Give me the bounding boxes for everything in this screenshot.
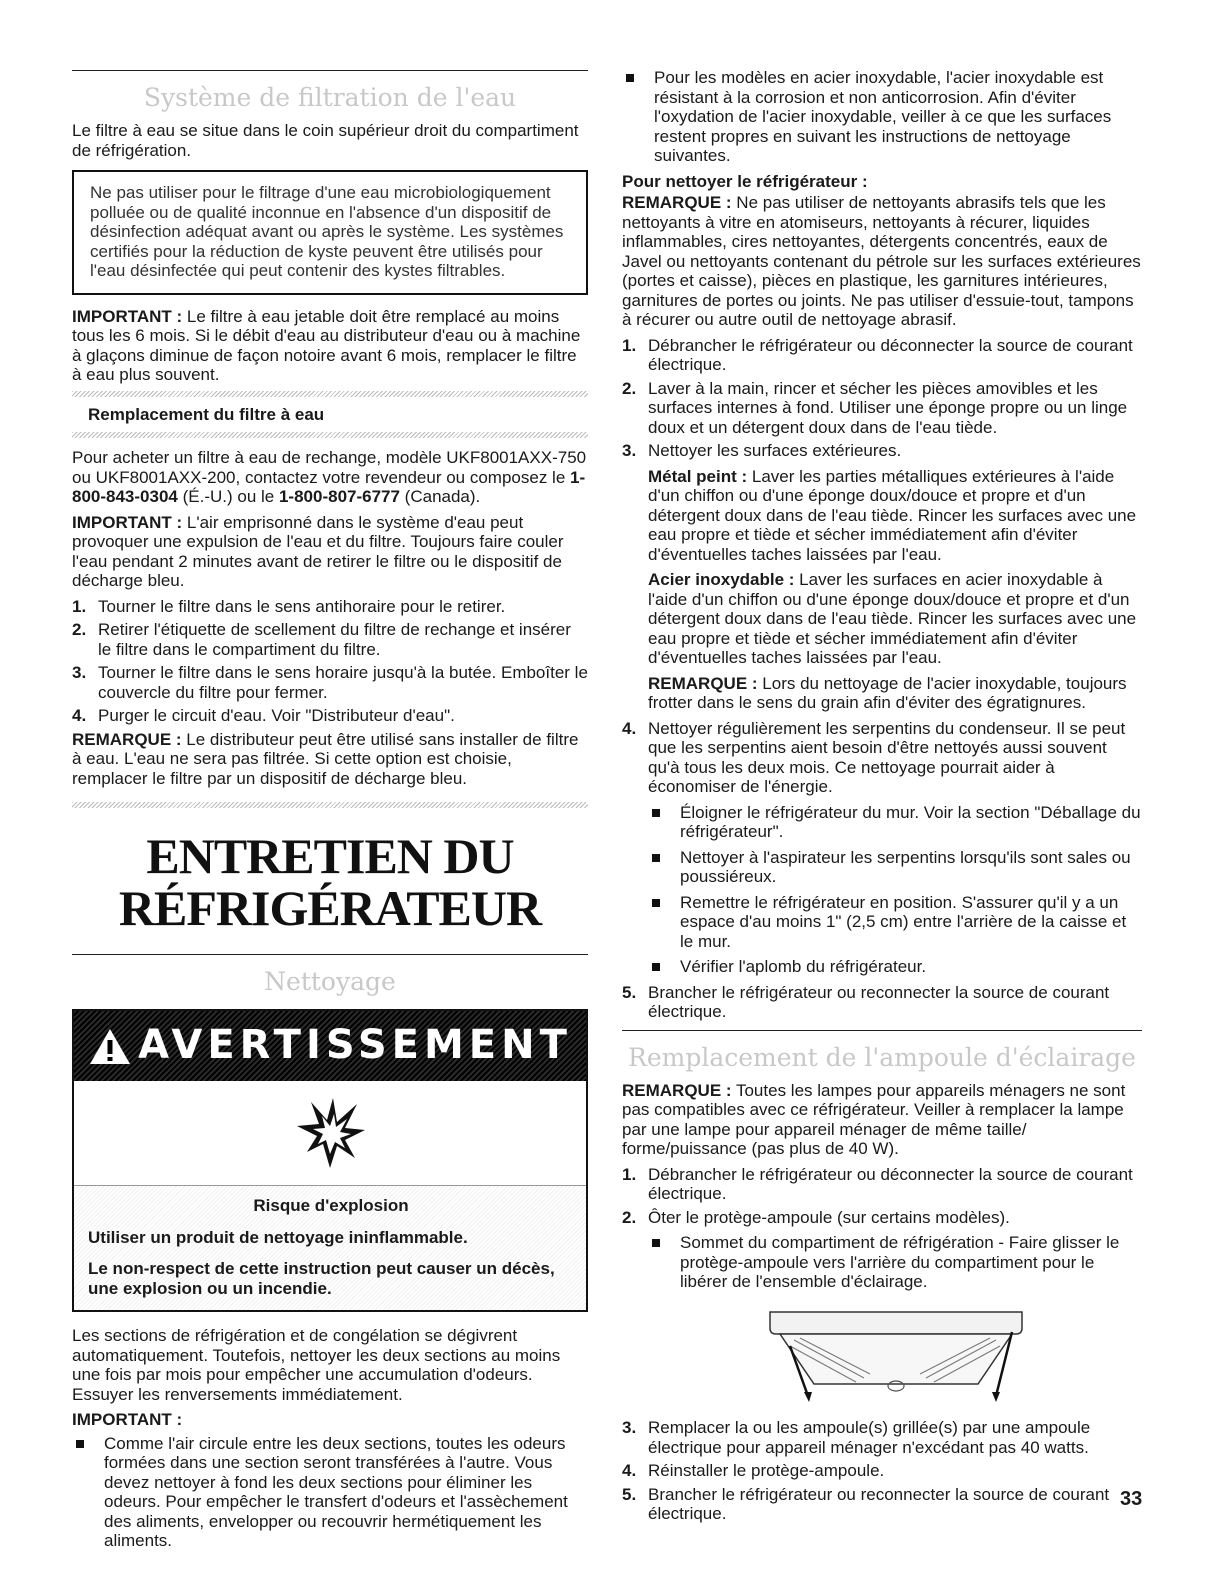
- warning-line-2: Le non-respect de cette instruction peut causer un décès, une explosion ou un incendie.: [88, 1259, 555, 1298]
- section-rule: [72, 954, 588, 955]
- list-item: 3. Nettoyer les surfaces extérieures. Métal peint : Laver les parties métalliques extérieures à l'aide d'un chiffon ou d'une éponge doux/douce et propre et d'un détergent doux dans de l'eau tiède. Rincer les surfaces avec une eau propre et tiède et sécher immédiatement afin d'éviter d'éventuelles taches laissées par l'eau. Acier inoxydable : Laver les surfaces en acier inoxydable à l'aide d'un chiffon ou d'une éponge doux/douce et propre et d'un détergent doux dans de l'eau tiède. Rincer les surfaces avec une eau propre et tiède et sécher immédiatement afin d'éviter d'éventuelles taches laissées par l'eau. REMARQUE : Lors du nettoyage de l'acier inoxydable, toujours frotter dans le sens du grain afin d'éviter des égratignures.: [622, 441, 1142, 713]
- section-title-filtration: Système de filtration de l'eau: [143, 83, 517, 112]
- explosion-icon: [293, 1096, 367, 1170]
- list-item: Nettoyer à l'aspirateur les serpentins lorsqu'ils sont sales ou poussiéreux.: [648, 848, 1142, 887]
- list-item: Remettre le réfrigérateur en position. S'assurer qu'il y a un espace d'au moins 1" (2,5 cm) entre l'arrière de la caisse et le mur.: [648, 893, 1142, 952]
- light-shield-icon: [760, 1304, 1030, 1404]
- stainless-bullet-list: [622, 68, 1142, 166]
- bullet-square-icon: [652, 963, 660, 971]
- bullet-square-icon: [626, 74, 634, 82]
- warning-panel: [72, 1009, 588, 1312]
- hatch-divider: [72, 802, 588, 808]
- bulb-bullet-list: [648, 1233, 1142, 1292]
- chapter-title: ENTRETIEN DU RÉFRIGÉRATEUR: [118, 828, 542, 936]
- warning-icon-area: [74, 1081, 586, 1186]
- warning-triangle-icon: [88, 1026, 132, 1066]
- remarque-paragraph: REMARQUE : Le distributeur peut être utilisé sans installer de filtre à eau. L'eau ne sera pas filtrée. Si cette option est choisie, remplacer le filtre par un dispositif de décharge bleu.: [72, 729, 579, 788]
- odors-bullet-list: [72, 1434, 588, 1551]
- list-item: 3. Tourner le filtre dans le sens horaire jusqu'à la butée. Emboîter le couvercle du filtre pour fermer.: [72, 663, 588, 702]
- light-shield-illustration: [760, 1304, 1142, 1409]
- clean-heading: Pour nettoyer le réfrigérateur :: [622, 171, 868, 191]
- warning-header: AVERTISSEMENT: [74, 1011, 586, 1081]
- list-item: 1. Tourner le filtre dans le sens antihoraire pour le retirer.: [72, 596, 506, 616]
- filter-warning-box: [72, 170, 588, 295]
- section-rule: [622, 1030, 1142, 1031]
- list-item: 1. Débrancher le réfrigérateur ou déconnecter la source de courant électrique.: [622, 1164, 1133, 1203]
- right-column: [622, 68, 1142, 1528]
- list-item: 4. Purger le circuit d'eau. Voir "Distributeur d'eau".: [72, 706, 455, 725]
- list-item: 2. Retirer l'étiquette de scellement du filtre de rechange et insérer le filtre dans le compartiment du filtre.: [72, 620, 571, 659]
- bullet-square-icon: [652, 899, 660, 907]
- cleaning-steps-list: [622, 336, 1142, 1022]
- subhead-replacement: [72, 391, 588, 439]
- hatch-divider: [72, 432, 588, 438]
- list-item: 1. Débrancher le réfrigérateur ou déconnecter la source de courant électrique.: [622, 335, 1133, 374]
- filter-warning-text: Ne pas utiliser pour le filtrage d'une eau microbiologiquement polluée ou de qualité inconnue en l'absence d'un dispositif de désinfection adéquat avant ou après le système. Les systèmes certifiés pour la réduction de kyste peuvent être utilisés pour l'eau désinfectée qui peut contenir des kystes filtrables.: [90, 183, 564, 280]
- metal-paint-paragraph: Métal peint : Laver les parties métalliques extérieures à l'aide d'un chiffon ou d'une éponge doux/douce et propre et d'un détergent doux dans de l'eau tiède. Rincer les surfaces avec une eau propre et tiède et sécher immédiatement afin d'éviter d'éventuelles taches laissées par l'eau.: [648, 466, 1137, 564]
- remarque-paragraph-3: REMARQUE : Toutes les lampes pour appareils ménagers ne sont pas compatibles avec ce réfrigérateur. Veiller à remplacer la lampe par une lampe pour appareil ménager de même taille/ forme/puissance (pas plus de 40 W).: [622, 1080, 1126, 1158]
- list-item: 5. Brancher le réfrigérateur ou reconnecter la source de courant électrique.: [622, 982, 1110, 1021]
- bullet-square-icon: [652, 1239, 660, 1247]
- list-item: Sommet du compartiment de réfrigération - Faire glisser le protège-ampoule vers l'arrière du compartiment pour le libérer de l'ensemble d'éclairage.: [648, 1233, 1142, 1292]
- bullet-square-icon: [652, 854, 660, 862]
- buy-filter-paragraph: Pour acheter un filtre à eau de rechange, modèle UKF8001AXX-750 ou UKF8001AXX-200, contactez votre revendeur ou composez le 1-800-843-0304 (É.-U.) ou le 1-800-807-6777 (Canada).: [72, 448, 587, 506]
- list-item: Vérifier l'aplomb du réfrigérateur.: [648, 957, 1142, 977]
- bulb-steps-list: [622, 1165, 1142, 1524]
- warning-title: Risque d'explosion: [253, 1196, 409, 1215]
- important-paragraph-1: IMPORTANT : Le filtre à eau jetable doit être remplacé au moins tous les 6 mois. Si le débit d'eau au distributeur d'eau ou à machine à glaçons diminue de façon notoire avant 6 mois, remplacer le filtre à eau plus souvent.: [72, 306, 581, 384]
- warning-line-1: Utiliser un produit de nettoyage ininflammable.: [88, 1227, 468, 1247]
- section-rule: [72, 70, 588, 71]
- list-item: 4. Nettoyer régulièrement les serpentins du condenseur. Il se peut que les serpentins aient besoin d'être nettoyés aussi souvent qu'à tous les deux mois. Ce nettoyage pourrait aider à économiser de l'énergie. Éloigner le réfrigérateur du mur. Voir la section "Déballage du réfrigérateur". Nettoyer à l'aspirateur les serpentins lorsqu'ils sont sales ou poussiéreux. Remettre le réfrigérateur en position. S'assurer qu'il y a un espace d'au moins 1" (2,5 cm) entre l'arrière de la caisse et le mur. Vérifier l'aplomb du réfrigérateur.: [622, 718, 1141, 976]
- warning-text-area: [74, 1186, 586, 1310]
- list-item: Éloigner le réfrigérateur du mur. Voir la section "Déballage du réfrigérateur".: [648, 803, 1142, 842]
- filter-steps-list: [72, 597, 588, 726]
- list-item: 2. Laver à la main, rincer et sécher les pièces amovibles et les surfaces internes à fond. Utiliser une éponge propre ou un linge doux et un détergent doux dans de l'eau tiède.: [622, 378, 1128, 437]
- important-label-3: IMPORTANT :: [72, 1410, 183, 1429]
- section-title-bulb: Remplacement de l'ampoule d'éclairage: [628, 1042, 1136, 1072]
- list-item: 3. Remplacer la ou les ampoule(s) grillée(s) par une ampoule électrique pour appareil ménager n'excédant pas 40 watts.: [622, 1418, 1091, 1457]
- remarque-paragraph-1: REMARQUE : Ne pas utiliser de nettoyants abrasifs tels que les nettoyants à vitre en atomiseurs, nettoyants à récurer, liquides inflammables, cires nettoyantes, détergents concentrés, eaux de Javel ou nettoyants contenant du pétrole sur les surfaces extérieures (portes et caisse), pièces en plastique, les garnitures intérieures, garnitures de portes ou joints. Ne pas utiliser d'essuie-tout, tampons à récurer ou autre outil de nettoyage abrasif.: [622, 193, 1141, 329]
- page-number: 33: [1120, 1488, 1143, 1510]
- list-item: 4. Réinstaller le protège-ampoule.: [622, 1461, 885, 1480]
- bullet-square-icon: [76, 1440, 84, 1448]
- phone-canada: 1-800-807-6777: [278, 487, 400, 506]
- phone-us: 1-800-843-0304: [72, 467, 586, 506]
- list-item: Pour les modèles en acier inoxydable, l'acier inoxydable est résistant à la corrosion et non anticorrosion. Afin d'éviter l'oxydation de l'acier inoxydable, veiller à ce que les surfaces restent propres en suivant les instructions de nettoyage suivantes.: [622, 68, 1142, 166]
- important-paragraph-2: IMPORTANT : L'air emprisonné dans le système d'eau peut provoquer une expulsion de l'eau et du filtre. Toujours faire couler l'eau pendant 2 minutes avant de retirer le filtre ou le dispositif de décharge bleu.: [72, 512, 564, 590]
- remarque-paragraph-2: REMARQUE : Lors du nettoyage de l'acier inoxydable, toujours frotter dans le sens du grain afin d'éviter des égratignures.: [648, 673, 1127, 712]
- bullet-square-icon: [652, 809, 660, 817]
- defrost-paragraph: Les sections de réfrigération et de congélation se dégivrent automatiquement. Toutefois, nettoyer les deux sections au moins une fois par mois pour empêcher une accumulation d'odeurs. Essuyer les renversements immédiatement.: [72, 1326, 561, 1404]
- subhead-replacement-label: Remplacement du filtre à eau: [88, 404, 325, 424]
- list-item: 5. Brancher le réfrigérateur ou reconnecter la source de courant électrique.: [622, 1484, 1110, 1523]
- list-item: Comme l'air circule entre les deux sections, toutes les odeurs formées dans une section seront transférées à l'autre. Vous devez nettoyer à fond les deux sections pour éliminer les odeurs. Pour empêcher le transfert d'odeurs et l'assèchement des aliments, envelopper ou recouvrir hermétiquement les aliments.: [72, 1434, 588, 1551]
- filter-location-text: Le filtre à eau se situe dans le coin supérieur droit du compartiment de réfrigération.: [72, 121, 579, 160]
- condenser-bullet-list: [648, 803, 1142, 977]
- section-title-nettoyage: Nettoyage: [264, 967, 396, 996]
- list-item: 2. Ôter le protège-ampoule (sur certains modèles). Sommet du compartiment de réfrigération - Faire glisser le protège-ampoule vers l'arrière du compartiment pour le libérer de l'ensemble d'éclairage.: [622, 1208, 1142, 1409]
- stainless-paragraph: Acier inoxydable : Laver les surfaces en acier inoxydable à l'aide d'un chiffon ou d'une éponge doux/douce et propre et d'un détergent doux dans de l'eau tiède. Rincer les surfaces avec une eau propre et tiède et sécher immédiatement afin d'éviter d'éventuelles taches laissées par l'eau.: [648, 570, 1137, 667]
- left-column: [72, 70, 588, 1557]
